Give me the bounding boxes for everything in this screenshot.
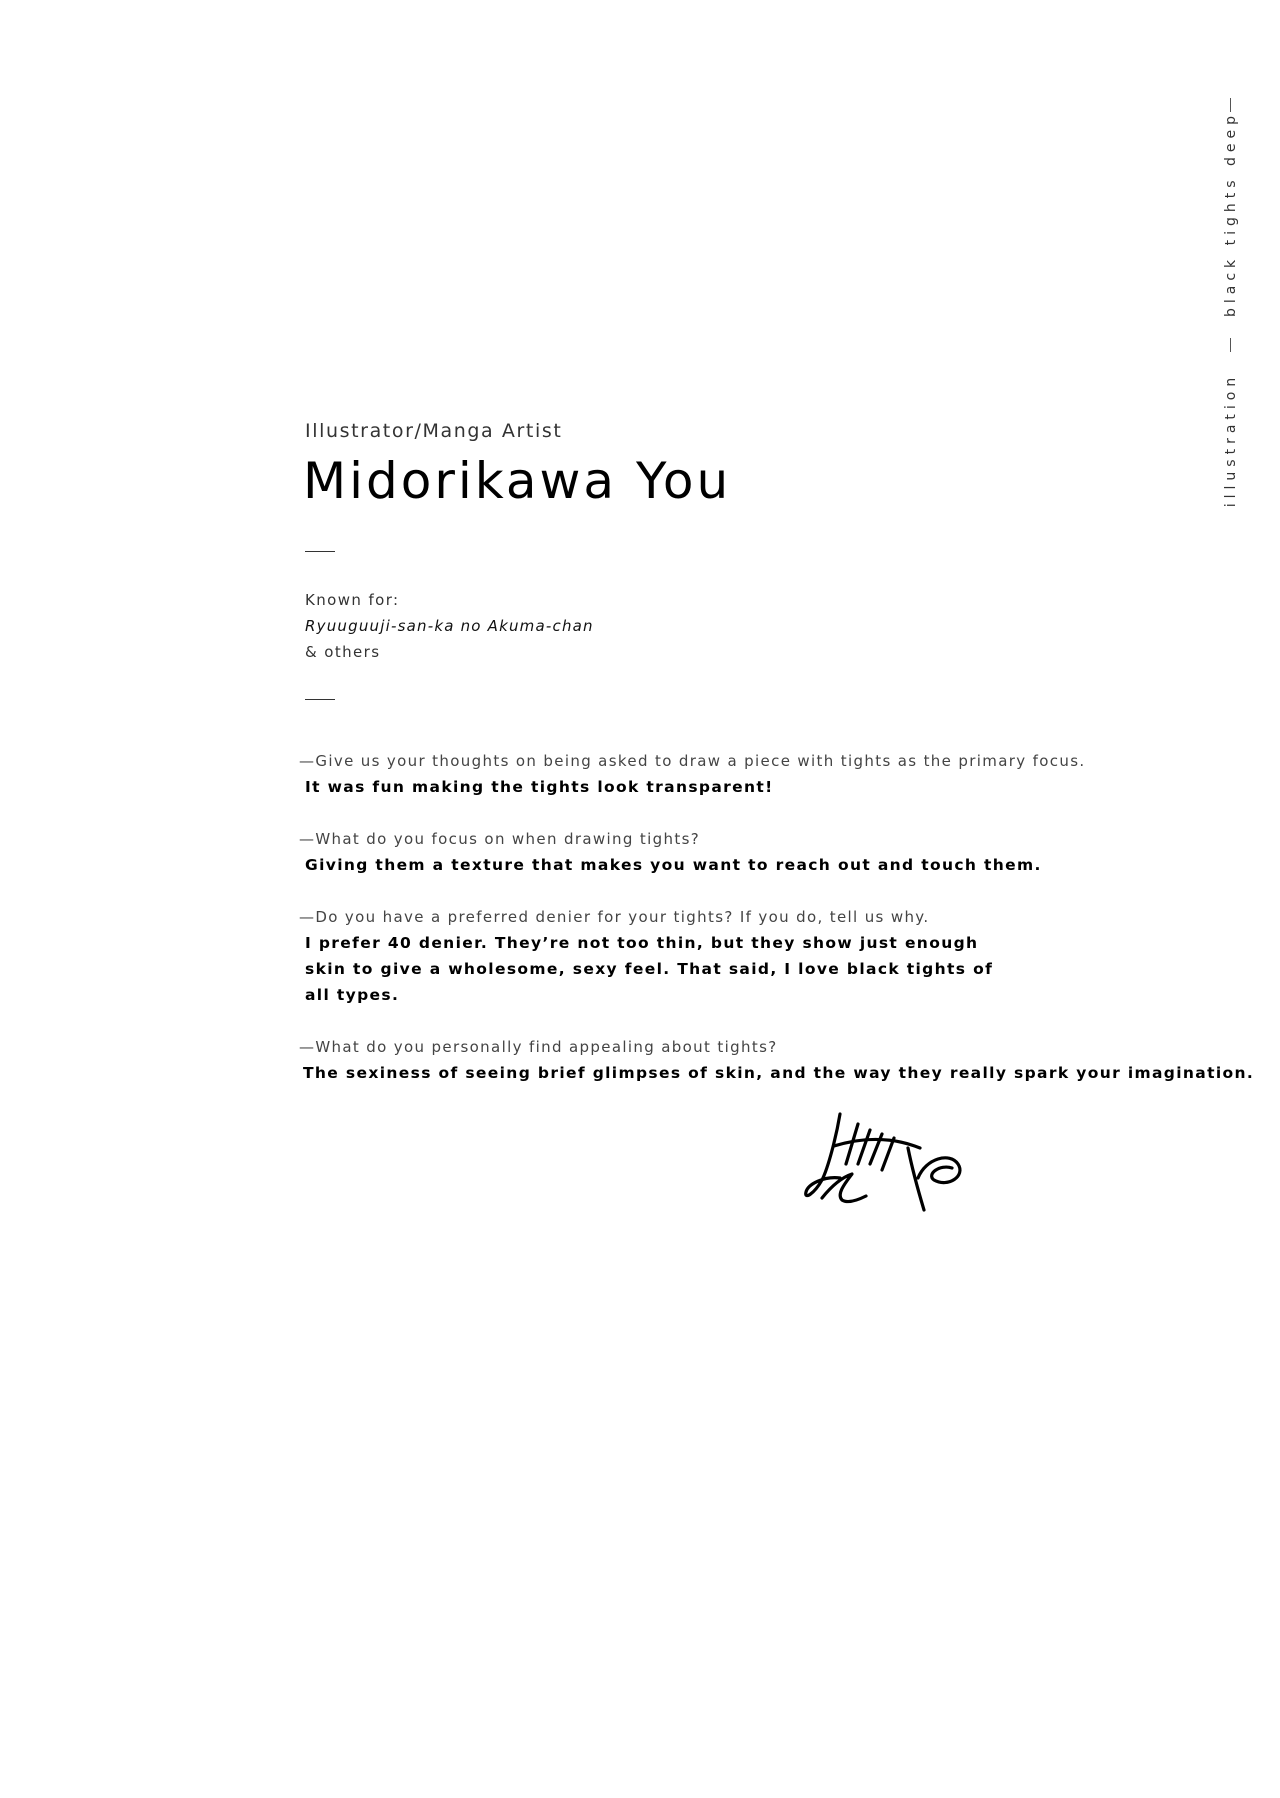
- interview-question: —Do you have a preferred denier for your tights? If you do, tell us why.: [299, 908, 930, 926]
- interview-item: [299, 826, 1125, 878]
- interview-answer: I prefer 40 denier. They’re not too thin, but they show just enough skin to give a wholesome, sexy feel. That said, I love black tights of all types.: [305, 934, 994, 1004]
- divider: [305, 699, 335, 700]
- divider: [305, 551, 335, 552]
- artist-name: Midorikawa You: [303, 452, 732, 510]
- header-divider-middle: [1230, 338, 1231, 352]
- interview-question: —Give us your thoughts on being asked to draw a piece with tights as the primary focus.: [299, 752, 1086, 770]
- handwritten-signature-icon: [800, 1108, 970, 1218]
- known-for-label: Known for:: [305, 591, 400, 609]
- interview-list: [299, 748, 1255, 1086]
- interview-item: [299, 748, 1125, 800]
- interview-item: [299, 904, 1125, 1008]
- known-for-block: [305, 587, 1125, 665]
- header-divider-top: [1230, 98, 1231, 112]
- side-header-title: black tights deep: [1223, 111, 1239, 317]
- artist-role: Illustrator/Manga Artist: [305, 420, 563, 442]
- interview-question: —What do you personally find appealing about tights?: [299, 1038, 778, 1056]
- interview-item: [299, 1034, 1255, 1086]
- known-for-suffix: & others: [305, 643, 381, 661]
- interview-question: —What do you focus on when drawing tights?: [299, 830, 701, 848]
- interview-answer: The sexiness of seeing brief glimpses of skin, and the way they really spark your imagination.: [303, 1064, 1255, 1082]
- side-header-section: illustration: [1223, 372, 1239, 508]
- interview-answer: Giving them a texture that makes you want to reach out and touch them.: [305, 856, 1042, 874]
- known-for-work-title: Ryuuguuji-san-ka no Akuma-chan: [305, 617, 594, 635]
- interview-answer: It was fun making the tights look transparent!: [305, 778, 774, 796]
- side-running-header: [1218, 98, 1244, 518]
